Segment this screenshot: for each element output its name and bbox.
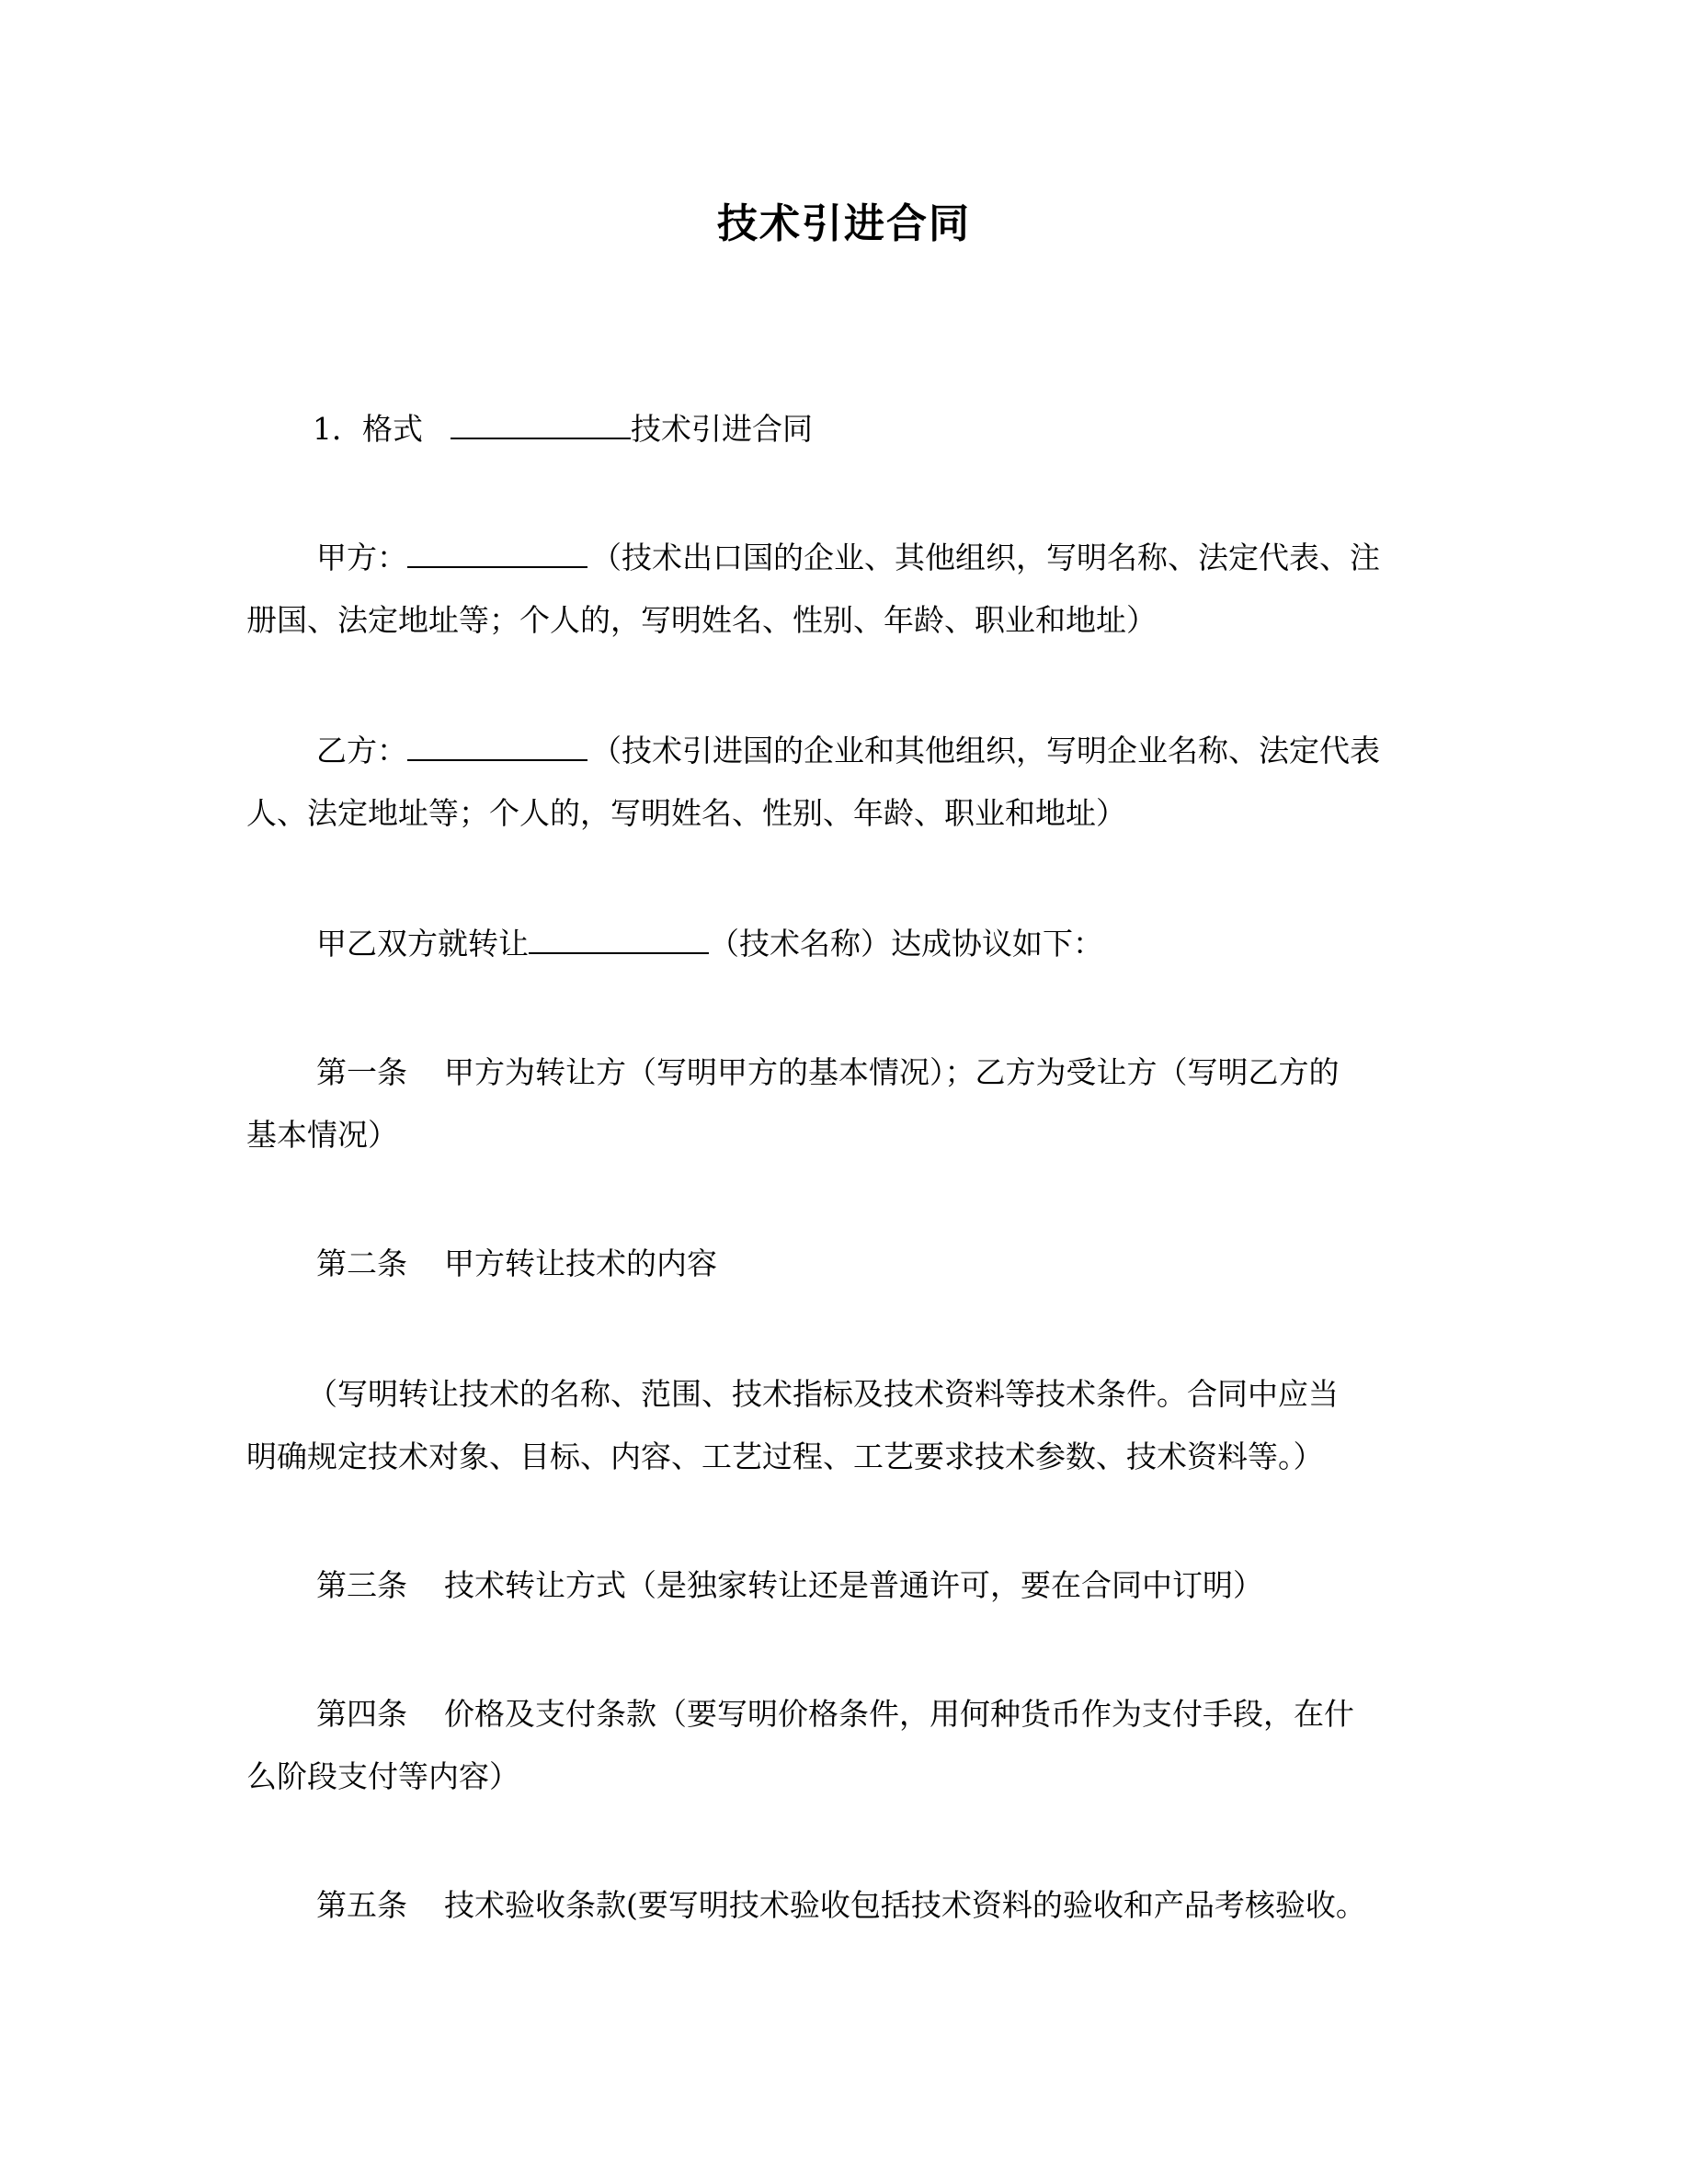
article-5-line1: 技术验收条款(要写明技术验收包括技术资料的验收和产品考核验收。 [444,1887,1366,1923]
article-2-number: 第二条 [316,1246,407,1281]
party-b-desc-line2: 人、法定地址等；个人的，写明姓名、性别、年龄、职业和地址） [246,795,1126,831]
party-b-label: 乙方： [316,733,407,768]
format-blank-field[interactable] [451,410,631,439]
article-4-number: 第四条 [316,1696,407,1732]
format-line [246,398,1442,461]
article-2-note-line2: 明确规定技术对象、目标、内容、工艺过程、工艺要求技术参数、技术资料等。） [246,1439,1324,1474]
party-a-desc-line2: 册国、法定地址等；个人的，写明姓名、性别、年龄、职业和地址） [246,602,1157,638]
article-2 [246,1233,1442,1295]
article-5 [246,1874,1442,1937]
article-4-line1: 价格及支付条款（要写明价格条件，用何种货币作为支付手段，在什 [444,1696,1354,1732]
agreement-paragraph [246,913,1442,975]
document-title: 技术引进合同 [717,200,971,247]
article-5-number: 第五条 [316,1887,407,1923]
party-b-paragraph [246,720,1442,845]
article-3-line1: 技术转让方式（是独家转让还是普通许可，要在合同中订明） [444,1567,1263,1603]
party-a-desc-line1: （技术出口国的企业、其他组织，写明名称、法定代表、注 [591,540,1380,575]
article-1-line2: 基本情况） [246,1117,398,1153]
article-2-note-line1: （写明转让技术的名称、范围、技术指标及技术资料等技术条件。合同中应当 [307,1376,1339,1412]
article-3-number: 第三条 [316,1567,407,1603]
article-3 [246,1554,1442,1617]
party-b-desc-line1: （技术引进国的企业和其他组织，写明企业名称、法定代表 [591,733,1380,768]
article-4 [246,1683,1442,1808]
format-prefix: 1．格式 [313,411,423,447]
article-1-line1: 甲方为转让方（写明甲方的基本情况）；乙方为受让方（写明乙方的 [444,1054,1340,1090]
agreement-prefix: 甲乙双方就转让 [316,926,529,961]
article-1 [246,1041,1442,1166]
party-a-blank-field[interactable] [407,539,587,568]
article-4-line2: 么阶段支付等内容） [246,1758,519,1794]
article-1-number: 第一条 [316,1054,407,1090]
technology-name-blank-field[interactable] [529,925,709,954]
party-b-blank-field[interactable] [407,732,587,761]
article-2-note [246,1363,1442,1488]
party-a-paragraph [246,527,1442,652]
format-suffix: 技术引进合同 [631,411,813,447]
party-a-label: 甲方： [316,540,407,575]
article-2-line1: 甲方转让技术的内容 [444,1246,717,1281]
agreement-suffix: （技术名称）达成协议如下： [709,926,1103,961]
